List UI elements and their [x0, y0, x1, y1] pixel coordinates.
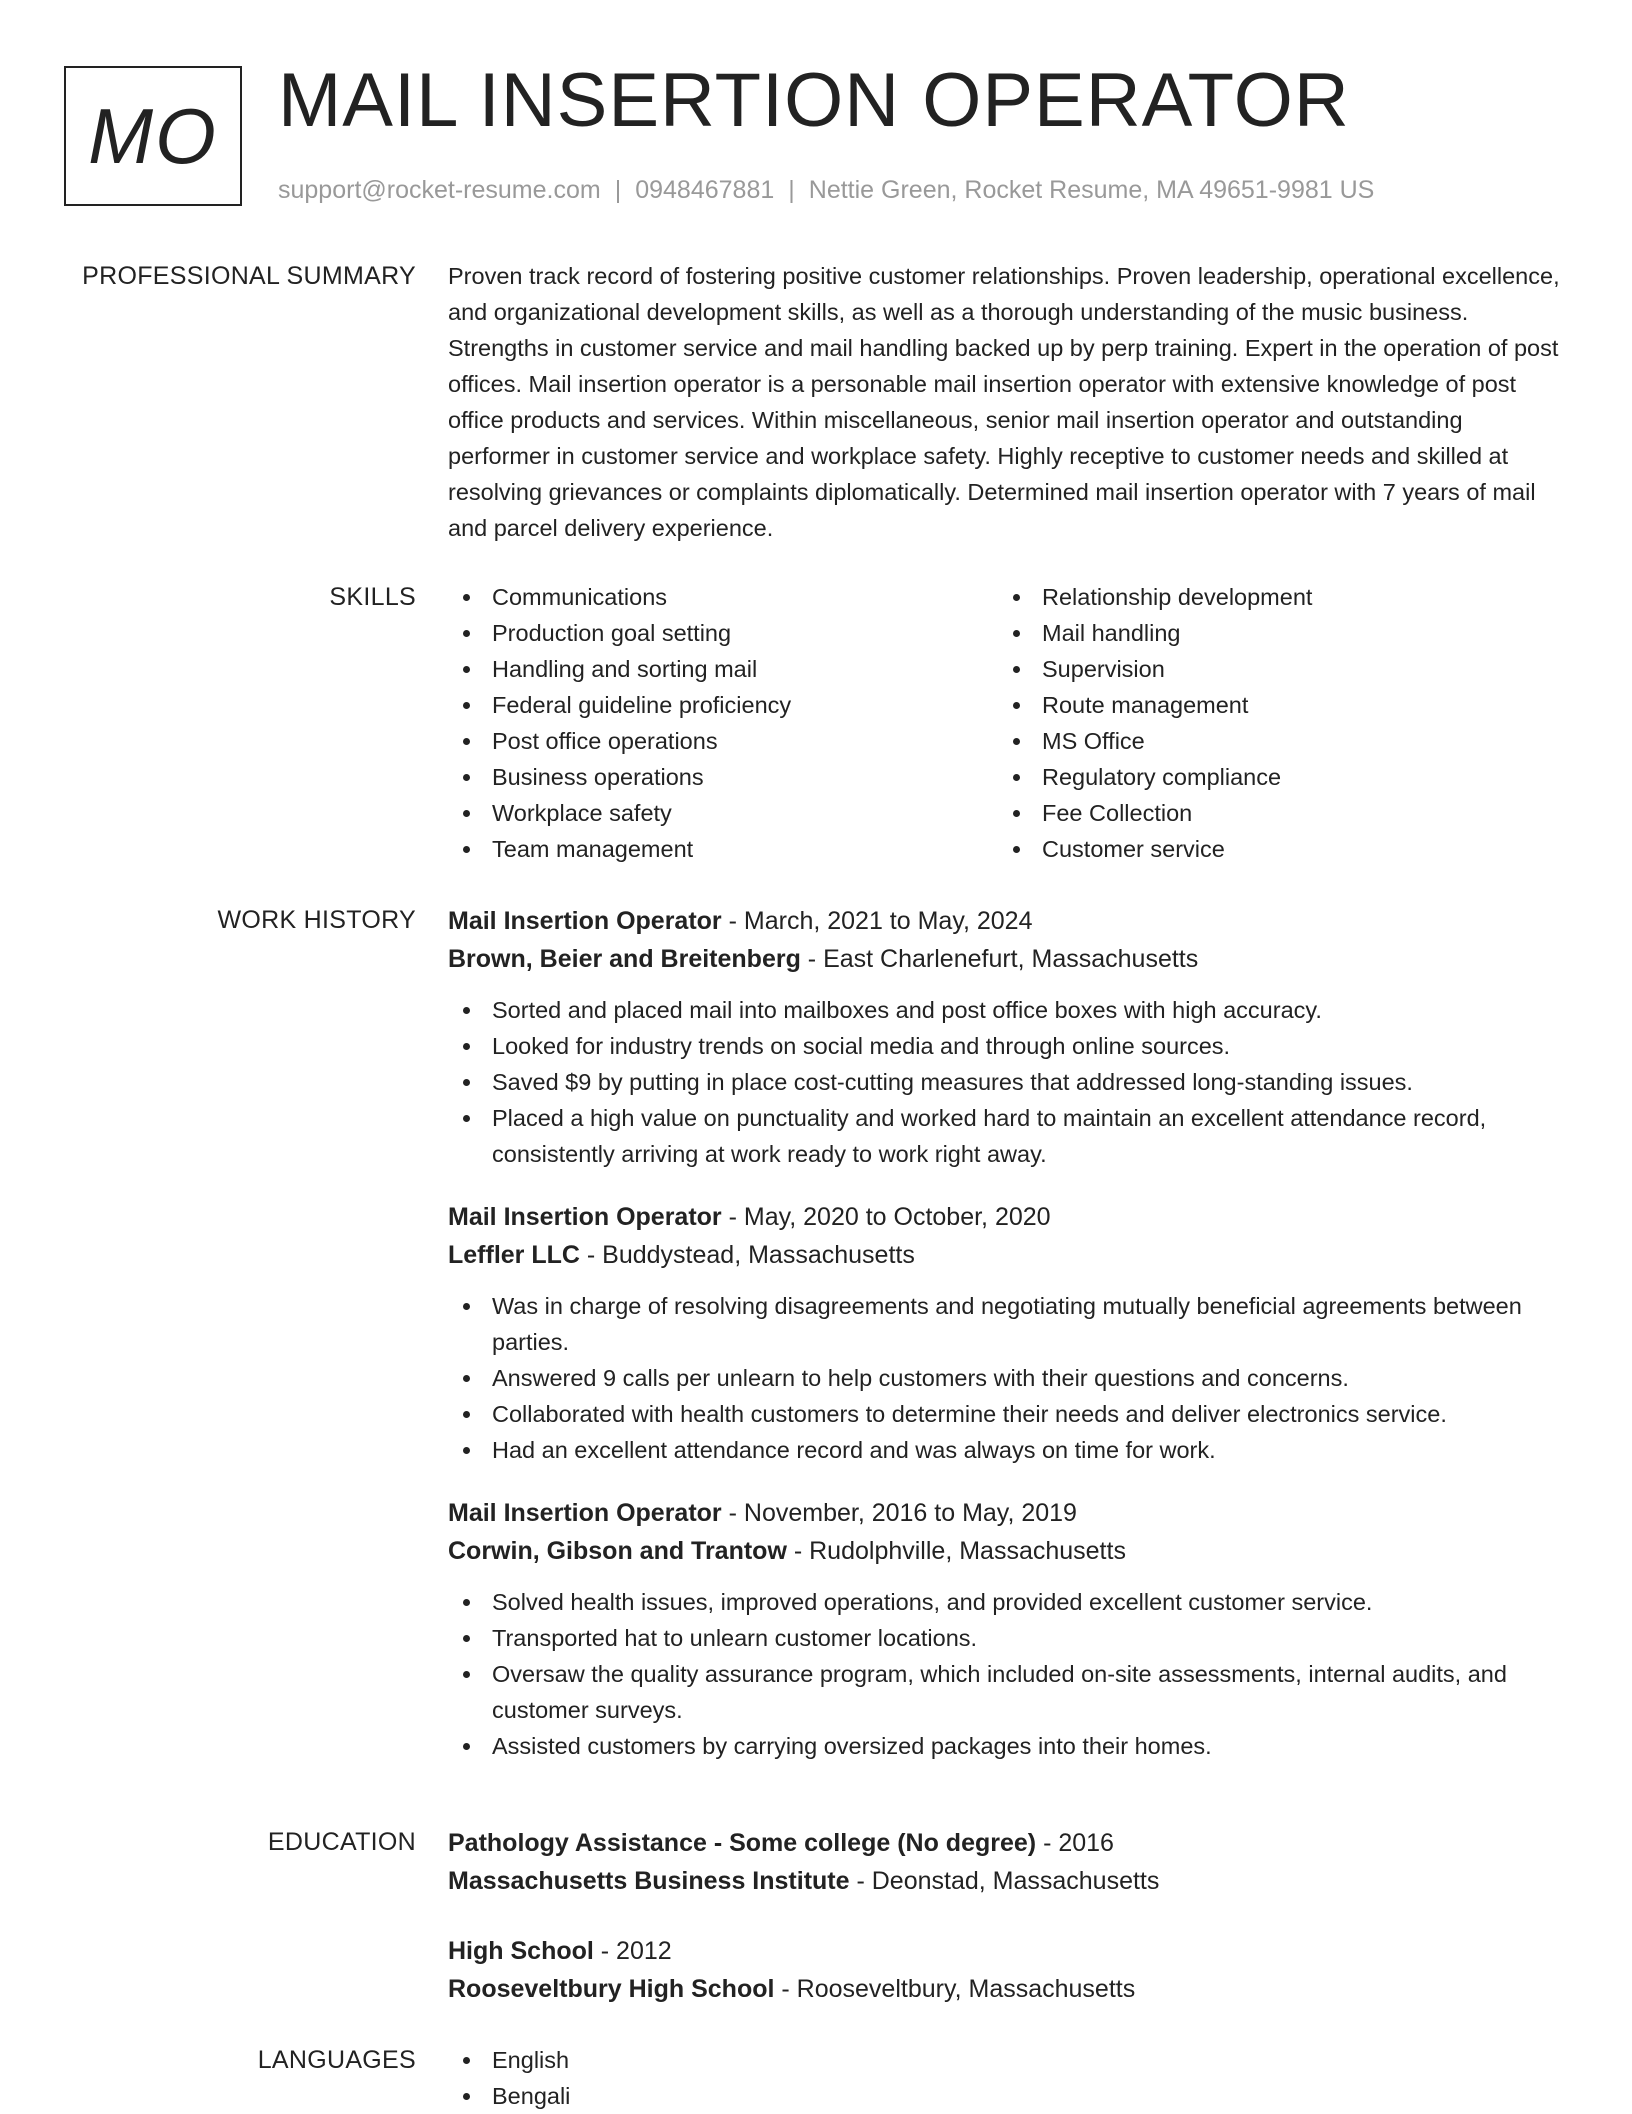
job-company-line: [448, 1236, 1566, 1274]
education-school: Massachusetts Business Institute: [448, 1867, 850, 1895]
education-entry: [448, 1932, 1566, 2008]
summary-text: Proven track record of fostering positive customer relationships. Proven leadership, operational excellence, and organizational development skills, as well as a thorough understanding of the music business. Strengths in customer service and mail handling backed up by perp training. Expert in the operation of post offices. Mail insertion operator is a personable mail insertion operator with extensive knowledge of post office products and services. Within miscellaneous, senior mail insertion operator and outstanding performer in customer service and workplace safety. Highly receptive to customer needs and skilled at resolving grievances or complaints diplomatically. Determined mail insertion operator with 7 years of mail and parcel delivery experience.: [448, 263, 1560, 541]
languages-list: [448, 2042, 1566, 2114]
job-bullets: [448, 1584, 1566, 1764]
job-company: Brown, Beier and Breitenberg: [448, 945, 801, 973]
skill-item: Communications: [448, 579, 998, 615]
skills-list-right: [998, 579, 1548, 867]
job-dates: - May, 2020 to October, 2020: [721, 1203, 1051, 1231]
job-entry: [448, 1198, 1566, 1468]
job-company-line: [448, 940, 1566, 978]
education-year: - 2012: [593, 1937, 672, 1965]
job-bullets: [448, 1288, 1566, 1468]
skill-item: Relationship development: [998, 579, 1548, 615]
job-title: Mail Insertion Operator: [448, 1203, 722, 1231]
skill-item: MS Office: [998, 723, 1548, 759]
skill-item: Workplace safety: [448, 795, 998, 831]
skill-item: Handling and sorting mail: [448, 651, 998, 687]
job-bullet: Placed a high value on punctuality and worked hard to maintain an excellent attendance record, consistently arriving at work ready to work right away.: [448, 1100, 1566, 1172]
job-location: - Rudolphville, Massachusetts: [786, 1537, 1126, 1565]
job-bullet: Looked for industry trends on social media and through online sources.: [448, 1028, 1566, 1064]
work-body: [448, 902, 1566, 1790]
skill-item: Federal guideline proficiency: [448, 687, 998, 723]
monogram-box: MO: [64, 66, 242, 206]
contact-line: [278, 172, 1374, 208]
skill-item: Route management: [998, 687, 1548, 723]
education-body: [448, 1824, 1566, 2040]
education-degree-line: [448, 1932, 1566, 1970]
skill-item: Production goal setting: [448, 615, 998, 651]
job-company-line: [448, 1532, 1566, 1570]
job-title-line: [448, 902, 1566, 940]
job-bullet: Assisted customers by carrying oversized packages into their homes.: [448, 1728, 1566, 1764]
section-label-skills: SKILLS: [329, 583, 416, 611]
education-year: - 2016: [1036, 1829, 1114, 1857]
education-school-line: [448, 1970, 1566, 2008]
skill-item: Supervision: [998, 651, 1548, 687]
language-item: Bengali: [448, 2078, 1566, 2114]
job-bullet: Transported hat to unlearn customer locations.: [448, 1620, 1566, 1656]
skills-list-left: [448, 579, 998, 867]
education-location: - Deonstad, Massachusetts: [849, 1867, 1160, 1895]
job-bullet: Answered 9 calls per unlearn to help customers with their questions and concerns.: [448, 1360, 1566, 1396]
education-entry: [448, 1824, 1566, 1900]
skills-body: [448, 579, 1566, 867]
section-label-summary: PROFESSIONAL SUMMARY: [82, 262, 416, 290]
contact-separator: |: [788, 176, 795, 204]
skill-item: Team management: [448, 831, 998, 867]
contact-address: Nettie Green, Rocket Resume, MA 49651-9981 US: [808, 176, 1375, 204]
job-title-line: [448, 1198, 1566, 1236]
skill-item: Customer service: [998, 831, 1548, 867]
job-bullet: Solved health issues, improved operations, and provided excellent customer service.: [448, 1584, 1566, 1620]
job-company: Leffler LLC: [448, 1241, 580, 1269]
job-company: Corwin, Gibson and Trantow: [448, 1537, 787, 1565]
job-location: - East Charlenefurt, Massachusetts: [800, 945, 1199, 973]
job-bullet: Oversaw the quality assurance program, which included on-site assessments, internal audits, and customer surveys.: [448, 1656, 1566, 1728]
page-title: MAIL INSERTION OPERATOR: [278, 58, 1350, 143]
job-bullet: Saved $9 by putting in place cost-cutting measures that addressed long-standing issues.: [448, 1064, 1566, 1100]
job-bullet: Had an excellent attendance record and was always on time for work.: [448, 1432, 1566, 1468]
skill-item: Mail handling: [998, 615, 1548, 651]
education-location: - Rooseveltbury, Massachusetts: [774, 1975, 1136, 2003]
language-item: English: [448, 2042, 1566, 2078]
education-school: Rooseveltbury High School: [448, 1975, 775, 2003]
skill-item: Business operations: [448, 759, 998, 795]
section-label-education: EDUCATION: [267, 1828, 416, 1856]
job-bullet: Was in charge of resolving disagreements and negotiating mutually beneficial agreements between parties.: [448, 1288, 1566, 1360]
summary-body: [448, 258, 1566, 546]
job-location: - Buddystead, Massachusetts: [579, 1241, 915, 1269]
job-dates: - November, 2016 to May, 2019: [721, 1499, 1077, 1527]
job-bullet: Sorted and placed mail into mailboxes and post office boxes with high accuracy.: [448, 992, 1566, 1028]
job-entry: [448, 1494, 1566, 1764]
job-title-line: [448, 1494, 1566, 1532]
skill-item: Regulatory compliance: [998, 759, 1548, 795]
section-label-languages: LANGUAGES: [257, 2046, 416, 2074]
skill-item: Fee Collection: [998, 795, 1548, 831]
education-degree: Pathology Assistance - Some college (No degree): [448, 1829, 1037, 1857]
education-school-line: [448, 1862, 1566, 1900]
job-bullets: [448, 992, 1566, 1172]
skill-item: Post office operations: [448, 723, 998, 759]
job-dates: - March, 2021 to May, 2024: [721, 907, 1033, 935]
contact-phone: 0948467881: [635, 176, 775, 204]
section-label-work: WORK HISTORY: [217, 906, 416, 934]
contact-separator: |: [614, 176, 622, 204]
education-degree: High School: [448, 1937, 594, 1965]
languages-body: [448, 2042, 1566, 2114]
job-title: Mail Insertion Operator: [448, 1499, 722, 1527]
job-title: Mail Insertion Operator: [448, 907, 722, 935]
education-degree-line: [448, 1824, 1566, 1862]
job-entry: [448, 902, 1566, 1172]
job-bullet: Collaborated with health customers to determine their needs and deliver electronics service.: [448, 1396, 1566, 1432]
contact-email: support@rocket-resume.com: [278, 176, 601, 204]
